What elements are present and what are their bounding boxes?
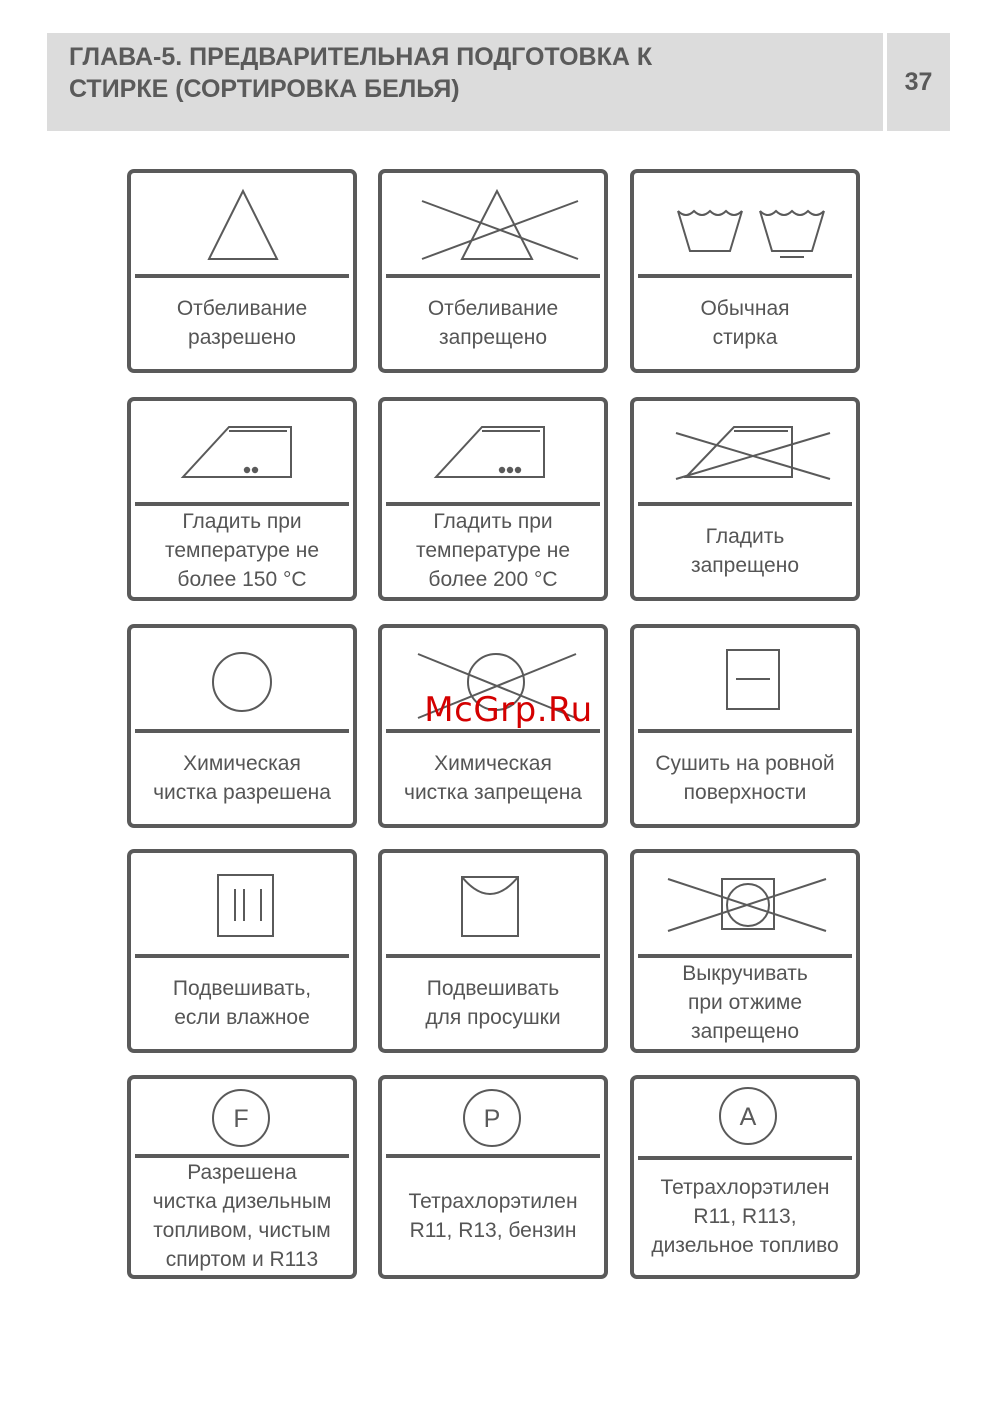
care-label: Обычная стирка <box>700 296 790 349</box>
care-card-iron-150 <box>127 397 357 601</box>
care-card-bleach-allowed <box>127 169 357 373</box>
care-label: Гладить при температуре не более 200 °С <box>415 510 571 591</box>
care-label: Гладить запрещено <box>690 524 800 577</box>
page-number-box <box>887 33 950 131</box>
care-card-iron-200 <box>378 397 608 601</box>
no-wring-icon <box>634 853 864 957</box>
care-label: Отбеливание разрешено <box>176 296 308 349</box>
iron-three-dots-icon <box>382 401 612 505</box>
dry-clean-letter: P <box>483 1105 501 1133</box>
page-number: 37 <box>904 68 933 96</box>
dry-clean-circle-icon <box>131 628 361 732</box>
wash-tub-icon <box>634 173 864 277</box>
no-bleach-icon <box>382 173 612 277</box>
dry-clean-letter: A <box>739 1103 757 1131</box>
care-label: Подвешивать, если влажное <box>172 976 312 1029</box>
bleach-triangle-icon <box>131 173 361 277</box>
care-card-line-dry <box>378 849 608 1053</box>
care-label: Химическая чистка разрешена <box>153 751 331 804</box>
chapter-header <box>47 33 883 131</box>
chapter-title: ГЛАВА-5. ПРЕДВАРИТЕЛЬНАЯ ПОДГОТОВКА К СТИРКЕ (СОРТИРОВКА БЕЛЬЯ) <box>69 43 653 103</box>
drip-dry-icon <box>131 853 361 957</box>
care-card-dry-flat <box>630 624 860 828</box>
dry-clean-letter: F <box>233 1105 249 1133</box>
care-label: Подвешивать для просушки <box>425 976 561 1029</box>
no-iron-icon <box>634 401 864 505</box>
dry-flat-icon <box>634 628 864 732</box>
care-card-bleach-forbidden <box>378 169 608 373</box>
care-card-no-wring <box>630 849 860 1053</box>
care-label: Разрешена чистка дизельным топливом, чистым спиртом и R113 <box>152 1160 332 1271</box>
care-label: Тетрахлорэтилен R11, R13, бензин <box>408 1189 578 1242</box>
care-card-drip-dry <box>127 849 357 1053</box>
care-card-dry-clean-f <box>127 1075 357 1279</box>
watermark: McGrp.Ru <box>424 690 593 730</box>
iron-two-dots-icon <box>131 401 361 505</box>
care-label: Гладить при температуре не более 150 °С <box>164 510 320 591</box>
care-card-dry-clean-a <box>630 1075 860 1279</box>
care-label: Химическая чистка запрещена <box>404 751 582 804</box>
care-label: Отбеливание запрещено <box>427 296 559 349</box>
care-label: Тетрахлорэтилен R11, R113, дизельное топливо <box>651 1176 839 1257</box>
line-dry-icon <box>382 853 612 957</box>
care-card-dry-clean-p <box>378 1075 608 1279</box>
care-card-no-iron <box>630 397 860 601</box>
care-card-normal-wash <box>630 169 860 373</box>
care-label: Выкручивать при отжиме запрещено <box>682 962 808 1043</box>
care-label: Сушить на ровной поверхности <box>655 751 835 804</box>
care-card-dry-clean-allowed <box>127 624 357 828</box>
